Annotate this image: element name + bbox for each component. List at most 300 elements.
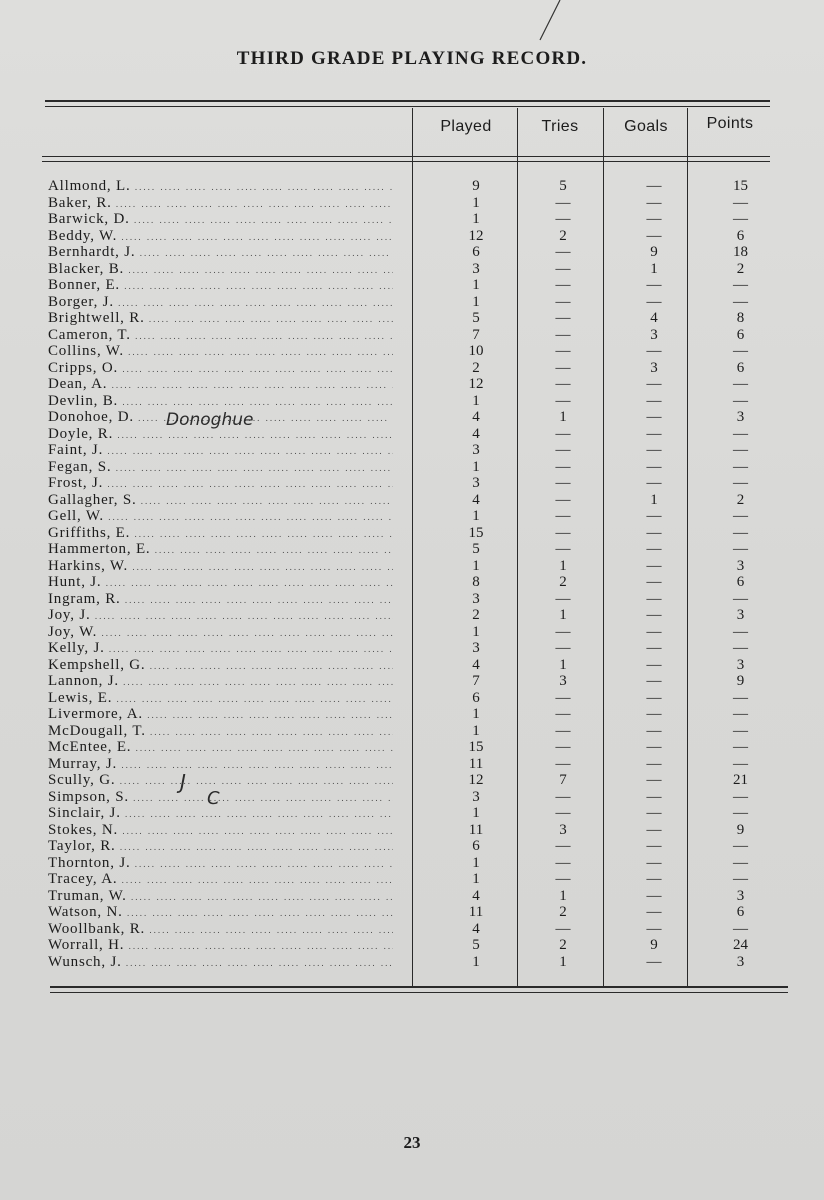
- table-row: [48, 822, 778, 839]
- tries-cell: 5: [559, 178, 567, 194]
- points-cell: 21: [733, 772, 748, 788]
- table-row: [48, 640, 778, 657]
- goals-cell: —: [646, 689, 662, 706]
- player-name: Taylor, R. .....: [48, 838, 393, 856]
- played-cell: 1: [472, 293, 480, 310]
- tries-cell: —: [555, 739, 571, 755]
- tries-cell: —: [555, 623, 571, 640]
- tries-cell: 1: [559, 607, 567, 623]
- player-name: Gallagher, S. .....: [48, 492, 393, 510]
- played-cell: 11: [468, 821, 484, 838]
- player-name: Truman, W. .....: [48, 888, 393, 906]
- points-cell: —: [733, 211, 748, 227]
- player-name: Donohoe, D. .....: [48, 409, 393, 427]
- points-cell: —: [733, 739, 748, 755]
- table-row: [48, 178, 778, 195]
- player-name: Stokes, N. .....: [48, 822, 393, 840]
- table-row: [48, 871, 778, 888]
- table-row: [48, 376, 778, 393]
- tries-cell: —: [555, 838, 571, 854]
- table-row: [48, 921, 778, 938]
- table-row: [48, 310, 778, 327]
- goals-cell: —: [646, 277, 662, 293]
- played-cell: 12: [468, 772, 484, 788]
- table-row: [48, 277, 778, 294]
- table-row: [48, 954, 778, 971]
- goals-cell: —: [646, 772, 662, 788]
- tries-cell: —: [555, 310, 571, 326]
- table-row: [48, 624, 778, 641]
- table-row: [48, 343, 778, 360]
- tries-cell: 1: [559, 557, 567, 574]
- points-cell: —: [733, 541, 748, 557]
- played-cell: 2: [472, 359, 480, 376]
- table-row: [48, 195, 778, 212]
- points-cell: —: [733, 442, 748, 458]
- points-cell: 2: [736, 491, 745, 508]
- points-cell: 6: [736, 359, 745, 376]
- table-row: [48, 855, 778, 872]
- table-row: [48, 360, 778, 377]
- table-row: [48, 475, 778, 492]
- goals-cell: 9: [650, 937, 658, 953]
- points-cell: 3: [736, 953, 745, 970]
- goals-cell: —: [646, 475, 662, 491]
- table-row: [48, 673, 778, 690]
- played-cell: 1: [472, 277, 480, 293]
- table-row: [48, 558, 778, 575]
- table-row: [48, 261, 778, 278]
- player-name: Wunsch, J. .....: [48, 954, 393, 972]
- played-cell: 1: [472, 211, 480, 227]
- played-cell: 1: [472, 953, 480, 970]
- player-name: Cripps, O. .....: [48, 360, 393, 378]
- points-cell: 6: [736, 326, 745, 343]
- points-cell: —: [733, 343, 748, 359]
- table-row: [48, 756, 778, 773]
- points-cell: —: [733, 755, 748, 772]
- goals-cell: —: [646, 953, 662, 970]
- table-row: [48, 789, 778, 806]
- played-cell: 12: [468, 376, 484, 392]
- goals-cell: —: [646, 656, 662, 673]
- table-row: [48, 888, 778, 905]
- goals-cell: —: [646, 409, 662, 425]
- goals-cell: —: [646, 458, 662, 475]
- table-row: [48, 607, 778, 624]
- player-name: McEntee, E. .....: [48, 739, 393, 757]
- handwritten-initial-simpson: C: [207, 788, 220, 809]
- tries-cell: —: [555, 755, 571, 772]
- tries-cell: —: [555, 194, 571, 211]
- played-cell: 4: [472, 491, 480, 508]
- tries-cell: —: [555, 788, 571, 805]
- points-cell: 9: [736, 673, 745, 689]
- goals-cell: —: [646, 293, 662, 310]
- points-cell: 15: [733, 178, 748, 194]
- player-name: Griffiths, E. .....: [48, 525, 393, 543]
- tries-cell: 1: [559, 656, 567, 673]
- points-cell: 3: [736, 409, 745, 425]
- played-cell: 11: [468, 904, 484, 920]
- points-cell: —: [733, 524, 748, 541]
- points-cell: —: [733, 293, 748, 310]
- column-header-tries: Tries: [541, 118, 579, 135]
- player-name: Woollbank, R. .....: [48, 921, 393, 939]
- player-name: Sinclair, J. .....: [48, 805, 393, 823]
- goals-cell: —: [646, 887, 662, 904]
- goals-cell: —: [646, 194, 662, 211]
- player-name: Gell, W. .....: [48, 508, 393, 526]
- goals-cell: —: [646, 788, 662, 805]
- table-row: [48, 805, 778, 822]
- tries-cell: —: [555, 343, 571, 359]
- points-cell: —: [733, 788, 748, 805]
- table-row: [48, 442, 778, 459]
- played-cell: 1: [472, 194, 480, 211]
- points-cell: —: [733, 838, 748, 854]
- table-row: [48, 723, 778, 740]
- player-name: Beddy, W. .....: [48, 228, 393, 246]
- tries-cell: —: [555, 640, 571, 656]
- points-cell: 9: [736, 821, 745, 838]
- points-cell: —: [733, 508, 748, 524]
- tries-cell: —: [555, 359, 571, 376]
- played-cell: 5: [472, 541, 480, 557]
- points-cell: 6: [736, 574, 745, 590]
- goals-cell: —: [646, 623, 662, 640]
- tries-cell: 2: [559, 904, 567, 920]
- tries-cell: —: [555, 541, 571, 557]
- handwritten-initial-scully: J: [180, 770, 186, 794]
- player-name: Tracey, A. .....: [48, 871, 393, 889]
- table-row: [48, 838, 778, 855]
- goals-cell: 1: [650, 491, 658, 508]
- goals-cell: —: [646, 425, 662, 442]
- goals-cell: —: [646, 904, 662, 920]
- player-name: Fegan, S. .....: [48, 459, 393, 477]
- points-cell: —: [733, 475, 748, 491]
- points-cell: —: [733, 706, 748, 722]
- handwritten-correction-donohoe: Donoghue: [166, 410, 254, 430]
- player-name: Lewis, E. .....: [48, 690, 393, 708]
- goals-cell: —: [646, 640, 662, 656]
- player-name: Doyle, R. .....: [48, 426, 393, 444]
- tries-cell: 2: [559, 227, 567, 244]
- played-cell: 3: [472, 260, 480, 277]
- table-row: [48, 492, 778, 509]
- goals-cell: —: [646, 821, 662, 838]
- player-name: Blacker, B. .....: [48, 261, 393, 279]
- goals-cell: —: [646, 920, 662, 937]
- player-name: Simpson, S. .....: [48, 789, 393, 807]
- points-cell: 3: [736, 607, 745, 623]
- table-row: [48, 327, 778, 344]
- goals-cell: —: [646, 854, 662, 871]
- tries-cell: —: [555, 854, 571, 871]
- points-cell: —: [733, 854, 748, 871]
- tries-cell: 3: [559, 673, 567, 689]
- played-cell: 3: [472, 640, 480, 656]
- goals-cell: —: [646, 722, 662, 739]
- goals-cell: —: [646, 557, 662, 574]
- column-header-played: Played: [440, 118, 492, 135]
- goals-cell: —: [646, 574, 662, 590]
- table-row: [48, 393, 778, 410]
- points-cell: —: [733, 722, 748, 739]
- player-name: Hammerton, E. .....: [48, 541, 393, 559]
- table-row: [48, 706, 778, 723]
- page-title: THIRD GRADE PLAYING RECORD.: [236, 48, 588, 69]
- played-cell: 1: [472, 392, 480, 409]
- played-cell: 6: [472, 838, 480, 854]
- column-header-goals: Goals: [624, 118, 668, 135]
- player-name: Hunt, J. .....: [48, 574, 393, 592]
- player-name: Lannon, J. .....: [48, 673, 393, 691]
- table-row: [48, 459, 778, 476]
- tries-cell: —: [555, 260, 571, 277]
- player-name: Livermore, A. .....: [48, 706, 393, 724]
- table-row: [48, 657, 778, 674]
- player-name: Allmond, L. .....: [48, 178, 393, 196]
- table-row: [48, 904, 778, 921]
- goals-cell: —: [646, 211, 662, 227]
- played-cell: 7: [472, 326, 480, 343]
- points-cell: 2: [736, 260, 745, 277]
- points-cell: —: [733, 920, 748, 937]
- played-cell: 3: [472, 475, 480, 491]
- tries-cell: —: [555, 475, 571, 491]
- player-name: Murray, J. .....: [48, 756, 393, 774]
- played-cell: 4: [472, 409, 480, 425]
- points-cell: 3: [736, 557, 745, 574]
- goals-cell: —: [646, 607, 662, 623]
- goals-cell: —: [646, 755, 662, 772]
- tries-cell: —: [555, 871, 571, 887]
- player-name: Borger, J. .....: [48, 294, 393, 312]
- played-cell: 8: [472, 574, 480, 590]
- played-cell: 5: [472, 310, 480, 326]
- player-name: Barwick, D. .....: [48, 211, 393, 229]
- bottom-rule-1: [50, 986, 788, 988]
- played-cell: 1: [472, 706, 480, 722]
- player-name: Worrall, H. .....: [48, 937, 393, 955]
- tries-cell: —: [555, 326, 571, 343]
- played-cell: 4: [472, 920, 480, 937]
- goals-cell: —: [646, 508, 662, 524]
- table-row: [48, 244, 778, 261]
- points-cell: 6: [736, 227, 745, 244]
- played-cell: 4: [472, 425, 480, 442]
- goals-cell: 1: [650, 260, 658, 277]
- player-name: Devlin, B. .....: [48, 393, 393, 411]
- tries-cell: —: [555, 805, 571, 821]
- tries-cell: —: [555, 706, 571, 722]
- player-name: Cameron, T. .....: [48, 327, 393, 345]
- page-number: 23: [403, 1133, 421, 1152]
- goals-cell: —: [646, 524, 662, 541]
- played-cell: 9: [472, 178, 480, 194]
- tries-cell: —: [555, 689, 571, 706]
- points-cell: 3: [736, 656, 745, 673]
- played-cell: 1: [472, 805, 480, 821]
- points-cell: —: [733, 277, 748, 293]
- played-cell: 6: [472, 244, 480, 260]
- tries-cell: —: [555, 293, 571, 310]
- table-row: [48, 739, 778, 756]
- played-cell: 3: [472, 788, 480, 805]
- goals-cell: —: [646, 178, 662, 194]
- goals-cell: 4: [650, 310, 658, 326]
- points-cell: —: [733, 458, 748, 475]
- goals-cell: —: [646, 871, 662, 887]
- table-row: [48, 525, 778, 542]
- points-cell: 8: [736, 310, 745, 326]
- played-cell: 15: [468, 524, 484, 541]
- played-cell: 1: [472, 871, 480, 887]
- tries-cell: —: [555, 590, 571, 607]
- tries-cell: 3: [559, 821, 567, 838]
- tries-cell: —: [555, 458, 571, 475]
- player-name: Baker, R. .....: [48, 195, 393, 213]
- goals-cell: —: [646, 376, 662, 392]
- goals-cell: —: [646, 392, 662, 409]
- player-name: Collins, W. .....: [48, 343, 393, 361]
- player-name: Scully, G. .....: [48, 772, 393, 790]
- goals-cell: —: [646, 227, 662, 244]
- points-cell: —: [733, 376, 748, 392]
- played-cell: 11: [468, 755, 484, 772]
- points-cell: —: [733, 194, 748, 211]
- player-name: McDougall, T. .....: [48, 723, 393, 741]
- played-cell: 3: [472, 590, 480, 607]
- table-row: [48, 508, 778, 525]
- tries-cell: 1: [559, 953, 567, 970]
- table-row: [48, 426, 778, 443]
- player-name: Frost, J. .....: [48, 475, 393, 493]
- goals-cell: —: [646, 838, 662, 854]
- table-row: [48, 574, 778, 591]
- table-row: [48, 772, 778, 789]
- header-rule-1: [42, 156, 770, 157]
- played-cell: 3: [472, 442, 480, 458]
- played-cell: 5: [472, 937, 480, 953]
- played-cell: 1: [472, 458, 480, 475]
- tries-cell: —: [555, 491, 571, 508]
- table-row: [48, 937, 778, 954]
- points-cell: —: [733, 640, 748, 656]
- tries-cell: 1: [559, 409, 567, 425]
- player-name: Thornton, J. .....: [48, 855, 393, 873]
- tries-cell: 1: [559, 887, 567, 904]
- goals-cell: —: [646, 442, 662, 458]
- table-row: [48, 541, 778, 558]
- table-row: [48, 228, 778, 245]
- points-cell: —: [733, 392, 748, 409]
- goals-cell: 3: [650, 359, 658, 376]
- table-row: [48, 591, 778, 608]
- points-cell: 24: [733, 937, 748, 953]
- played-cell: 4: [472, 887, 480, 904]
- points-cell: 3: [736, 887, 745, 904]
- played-cell: 12: [468, 227, 484, 244]
- points-cell: —: [733, 425, 748, 442]
- tries-cell: —: [555, 376, 571, 392]
- player-name: Kelly, J. .....: [48, 640, 393, 658]
- goals-cell: 3: [650, 326, 658, 343]
- tries-cell: —: [555, 392, 571, 409]
- table-row: [48, 690, 778, 707]
- tries-cell: 2: [559, 937, 567, 953]
- top-rule-1: [45, 100, 770, 102]
- header-rule-2: [42, 161, 770, 162]
- tries-cell: —: [555, 442, 571, 458]
- tries-cell: —: [555, 244, 571, 260]
- played-cell: 1: [472, 557, 480, 574]
- points-cell: —: [733, 805, 748, 821]
- table-row: [48, 409, 778, 426]
- goals-cell: —: [646, 706, 662, 722]
- goals-cell: —: [646, 805, 662, 821]
- bottom-rule-2: [50, 992, 788, 993]
- player-name: Kempshell, G. .....: [48, 657, 393, 675]
- goals-cell: 9: [650, 244, 658, 260]
- player-name: Faint, J. .....: [48, 442, 393, 460]
- tries-cell: —: [555, 211, 571, 227]
- played-cell: 2: [472, 607, 480, 623]
- points-cell: —: [733, 871, 748, 887]
- player-name: Ingram, R. .....: [48, 591, 393, 609]
- played-cell: 15: [468, 739, 484, 755]
- played-cell: 10: [468, 343, 484, 359]
- tries-cell: 7: [559, 772, 567, 788]
- tries-cell: 2: [559, 574, 567, 590]
- played-cell: 1: [472, 508, 480, 524]
- played-cell: 1: [472, 623, 480, 640]
- player-name: Bonner, E. .....: [48, 277, 393, 295]
- played-cell: 4: [472, 656, 480, 673]
- top-rule-2: [45, 106, 770, 107]
- goals-cell: —: [646, 739, 662, 755]
- points-cell: —: [733, 590, 748, 607]
- record-table: [48, 178, 778, 970]
- goals-cell: —: [646, 673, 662, 689]
- column-header-points: Points: [706, 115, 754, 132]
- played-cell: 6: [472, 689, 480, 706]
- goals-cell: —: [646, 541, 662, 557]
- player-name: Brightwell, R. .....: [48, 310, 393, 328]
- table-row: [48, 211, 778, 228]
- tries-cell: —: [555, 722, 571, 739]
- tries-cell: —: [555, 524, 571, 541]
- player-name: Dean, A. .....: [48, 376, 393, 394]
- player-name: Joy, W. .....: [48, 624, 393, 642]
- played-cell: 1: [472, 722, 480, 739]
- goals-cell: —: [646, 590, 662, 607]
- points-cell: 6: [736, 904, 745, 920]
- player-name: Harkins, W. .....: [48, 558, 393, 576]
- points-cell: —: [733, 623, 748, 640]
- goals-cell: —: [646, 343, 662, 359]
- played-cell: 1: [472, 854, 480, 871]
- tries-cell: —: [555, 277, 571, 293]
- tries-cell: —: [555, 920, 571, 937]
- tries-cell: —: [555, 508, 571, 524]
- points-cell: 18: [733, 244, 748, 260]
- tries-cell: —: [555, 425, 571, 442]
- points-cell: —: [733, 689, 748, 706]
- player-name: Watson, N. .....: [48, 904, 393, 922]
